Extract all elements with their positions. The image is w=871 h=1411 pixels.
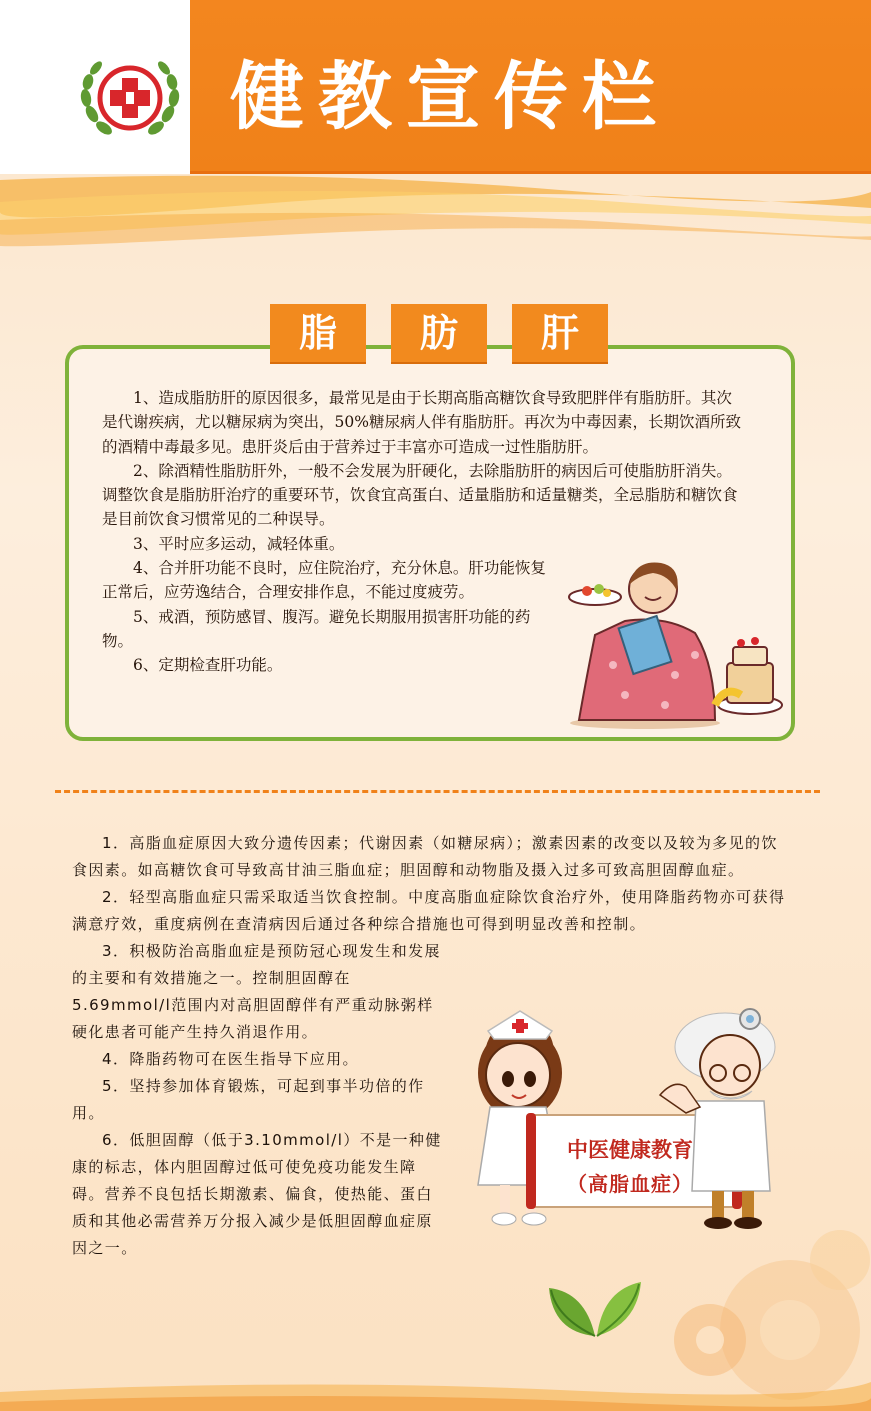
banner-title: 中医健康教育 — [567, 1138, 693, 1162]
section-divider — [55, 790, 820, 793]
paragraph: 4、合并肝功能不良时，应住院治疗，充分休息。肝功能恢复正常后，应劳逸结合，合理安排作息，不能过度疲劳。 — [102, 559, 546, 602]
red-cross-laurel-icon — [78, 52, 182, 144]
health-education-banner — [530, 1118, 730, 1208]
paragraph: 6．低胆固醇（低于3.10mmol/l）不是一种健康的标志，体内胆固醇过低可使免疫功能发生障碍。营养不良包括长期激素、偏食，使热能、蛋白质和其他必需营养万分报入减少是低胆固醇血症原因之一。 — [72, 1131, 442, 1257]
title-char: 肪 — [391, 304, 487, 362]
paragraph: 2、除酒精性脂肪肝外，一般不会发展为肝硬化，去除脂肪肝的病因后可使脂肪肝消失。调整饮食是脂肪肝治疗的重要环节，饮食宜高蛋白、适量脂肪和适量糖类，全忌脂肪和糖饮食是目前饮食习惯常见的二种误导。 — [102, 461, 738, 529]
green-leaves-icon — [545, 1278, 645, 1340]
title-char: 脂 — [270, 304, 366, 362]
decorative-bottom-wave — [0, 1372, 871, 1411]
paragraph: 6、定期检查肝功能。 — [133, 656, 283, 675]
paragraph: 1、造成脂肪肝的原因很多，最常见是由于长期高脂高糖饮食导致肥胖伴有脂肪肝。其次是代谢疾病，尤以糖尿病为突出，50%糖尿病人伴有脂肪肝。再次为中毒因素，长期饮酒所致的酒精中毒最多见。患肝炎后由于营养过于丰富亦可造成一过性脂肪肝。 — [102, 389, 741, 456]
overweight-woman-eating-illustration — [565, 555, 785, 730]
decorative-wave-band — [0, 172, 871, 252]
paragraph: 5．坚持参加体育锻炼，可起到事半功倍的作用。 — [72, 1077, 425, 1122]
paragraph: 3、平时应多运动，减轻体重。 — [133, 534, 345, 553]
paragraph: 3．积极防治高脂血症是预防冠心现发生和发展的主要和有效措施之一。控制胆固醇在5.69mmol/l范围内对高胆固醇伴有严重动脉粥样硬化患者可能产生持久消退作用。 — [72, 942, 441, 1041]
banner-subtitle: （高脂血症） — [567, 1172, 693, 1196]
title-char: 肝 — [512, 304, 608, 362]
page-title: 健教宣传栏 — [230, 54, 670, 140]
logo-area — [0, 0, 190, 174]
paragraph: 1．高脂血症原因大致分遗传因素；代谢因素（如糖尿病）；激素因素的改变以及较为多见的饮食因素。如高糖饮食可导致高甘油三脂血症；胆固醇和动物脂及摄入过多可致高胆固醇血症。 — [72, 834, 778, 879]
fatty-liver-title — [270, 304, 608, 362]
paragraph: 2．轻型高脂血症只需采取适当饮食控制。中度高脂血症除饮食治疗外，使用降脂药物亦可获得满意疗效，重度病例在查清病因后通过各种综合措施也可得到明显改善和控制。 — [72, 888, 786, 933]
paragraph: 5、戒酒，预防感冒、腹泻。避免长期服用损害肝功能的药物。 — [102, 607, 531, 650]
paragraph: 4．降脂药物可在医生指导下应用。 — [102, 1050, 359, 1068]
